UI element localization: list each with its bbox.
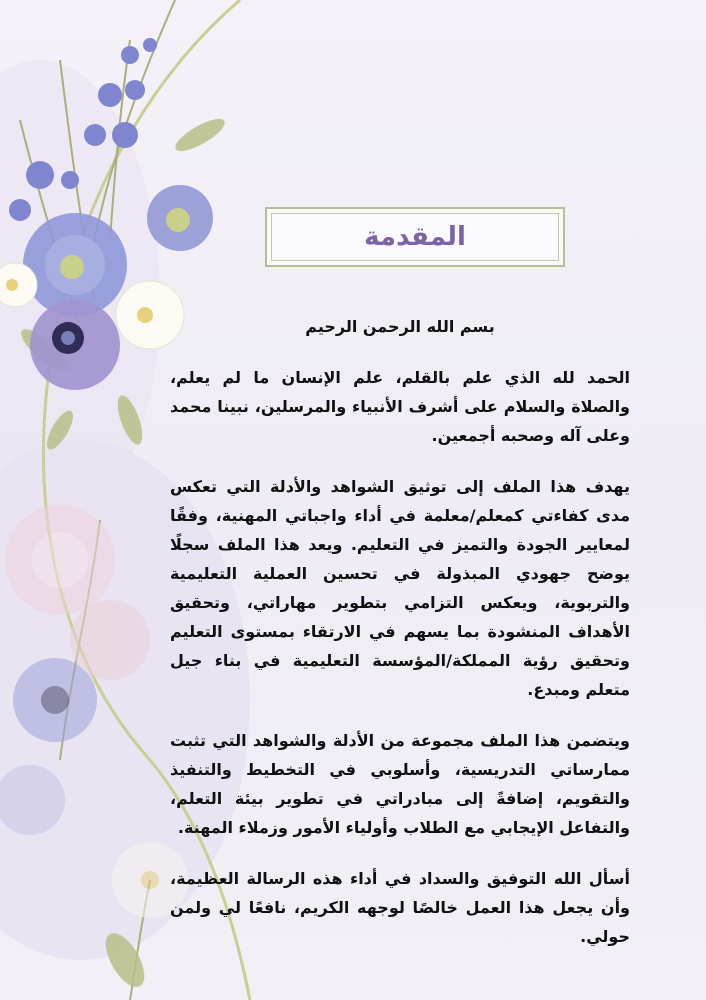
introduction-text [170, 312, 630, 973]
paragraph-praise: الحمد لله الذي علم بالقلم، علم الإنسان ما لم يعلم، والصلاة والسلام على أشرف الأنبياء والمرسلين، نبينا محمد وعلى آله وصحبه أجمعين. [170, 368, 630, 445]
purple-anemone-icon [30, 300, 120, 390]
page-title: المقدمة [364, 222, 466, 252]
paragraph-purpose: يهدف هذا الملف إلى توثيق الشواهد والأدلة التي تعكس مدى كفاءتي كمعلم/معلمة في أداء واجباتي المهنية، وفقًا لمعايير الجودة والتميز في التعليم. ويعد هذا الملف سجلًا يوضح جهودي المبذولة في تحسين العملية التعليمية والتربوية، ويعكس التزامي بتطوير مهاراتي، وتحقيق الأهداف المنشودة بما يسهم في الارتقاء بمستوى التعليم وتحقيق رؤية المملكة/المؤسسة التعليمية في بناء جيل متعلم ومبدع. [170, 477, 630, 699]
blue-flower-icon [147, 185, 213, 251]
paragraph-contents: ويتضمن هذا الملف مجموعة من الأدلة والشواهد التي تثبت ممارساتي التدريسية، وأسلوبي في التخطيط والتنفيذ والتقويم، إضافةً إلى مبادراتي في تطوير بيئة التعلم، والتفاعل الإيجابي مع الطلاب وأولياء الأمور وزملاء المهنة. [170, 731, 630, 837]
basmala: بسم الله الرحمن الرحيم [305, 317, 495, 336]
paragraph-prayer: أسأل الله التوفيق والسداد في أداء هذه الرسالة العظيمة، وأن يجعل هذا العمل خالصًا لوجهه الكريم، نافعًا لي ولمن حولي. [170, 869, 630, 946]
heading-frame [265, 207, 565, 267]
